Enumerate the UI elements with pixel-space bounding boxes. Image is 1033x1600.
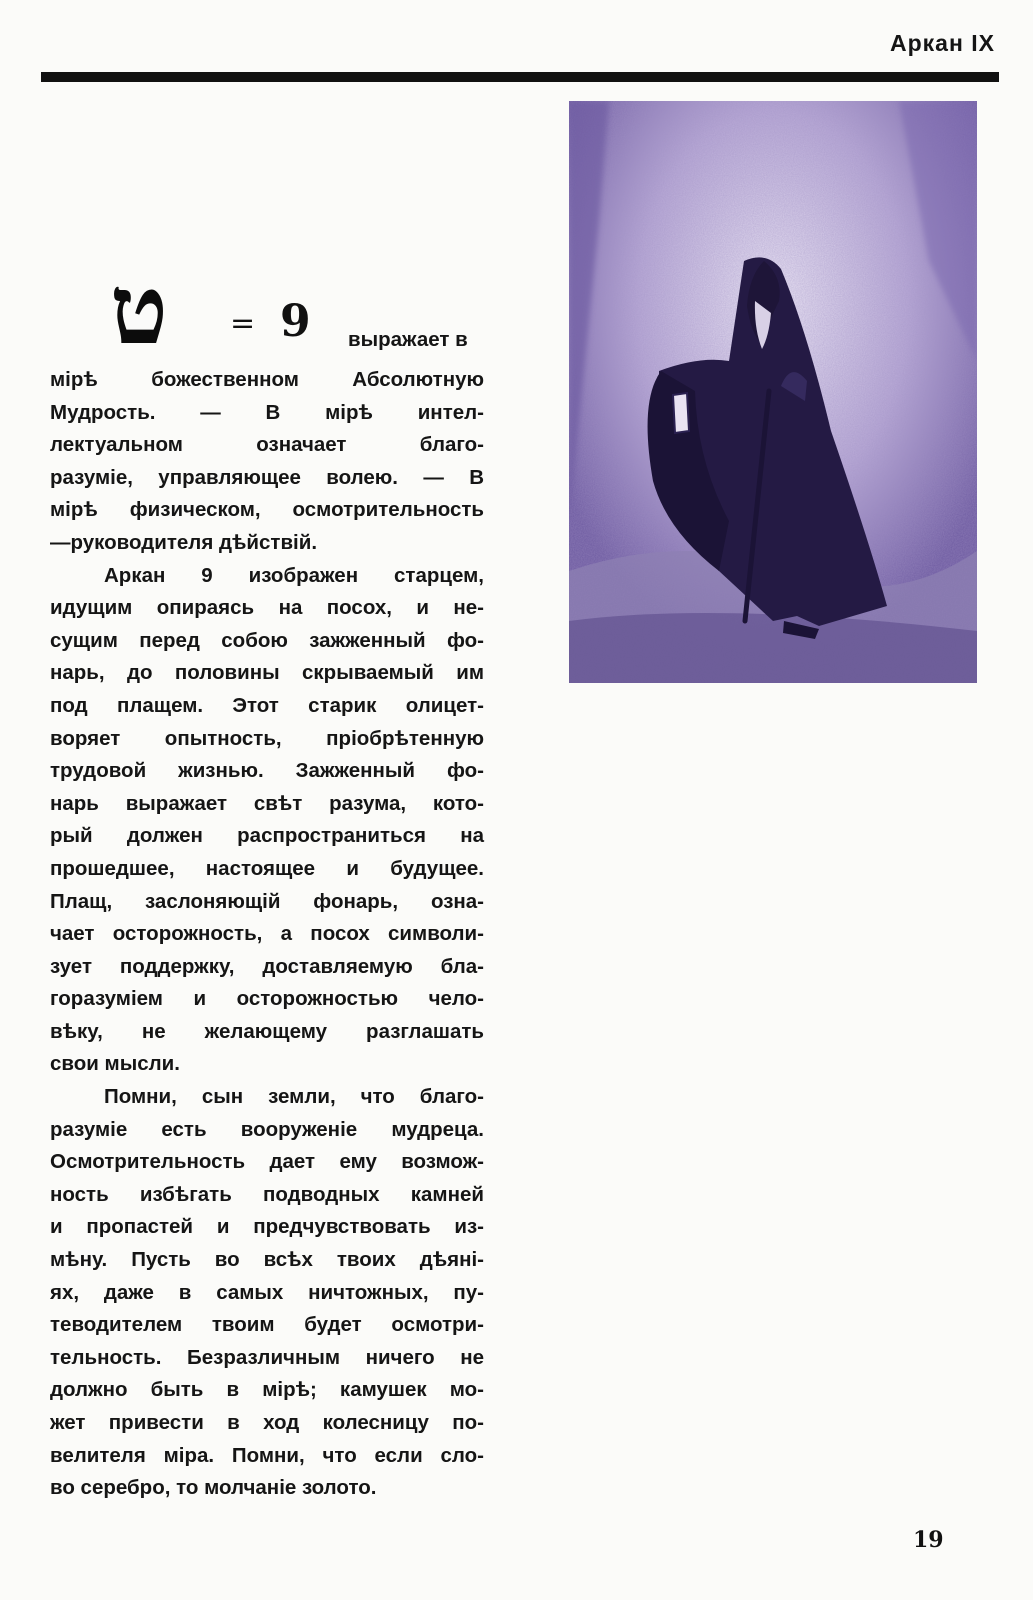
text-line: нарь, до половины скрываемый им (50, 661, 484, 685)
intro-tail-text: выражает в (348, 328, 468, 351)
body-text (50, 364, 484, 1505)
text-line: ях, даже в самых ничтожных, пу- (50, 1280, 484, 1304)
text-line: чает осторожность, а посох символи- (50, 922, 484, 946)
hebrew-letter-tet: ט (110, 253, 168, 366)
text-line: тельность. Безразличным ничего не (50, 1345, 484, 1369)
text-line: разуміе есть вооруженіе мудреца. (50, 1117, 484, 1141)
text-line: Плащ, заслоняющій фонарь, озна- (50, 889, 484, 913)
text-line: разуміе, управляющее волею. — В (50, 465, 484, 489)
header-rule (41, 72, 999, 82)
text-line: горазуміем и осторожностью чело- (50, 987, 484, 1011)
running-header-title: Аркан IX (890, 30, 995, 56)
text-line: мѣну. Пусть во всѣх твоих дѣяні- (50, 1248, 484, 1272)
text-line: должно быть в мірѣ; камушек мо- (50, 1378, 484, 1402)
text-line: вѣку, не желающему разглашать (50, 1019, 484, 1043)
text-line: нарь выражает свѣт разума, кото- (50, 791, 484, 815)
text-line: свои мысли. (50, 1052, 180, 1076)
text-line: сущим перед собою зажженный фо- (50, 628, 484, 652)
equals-sign: = (230, 306, 256, 341)
page-number: 19 (913, 1527, 944, 1553)
hermit-illustration (569, 101, 977, 683)
text-line: во серебро, то молчаніе золото. (50, 1476, 377, 1500)
text-line: прошедшее, настоящее и будущее. (50, 856, 484, 880)
text-line: под плащем. Этот старик олицет- (50, 693, 484, 717)
text-line: идущим опираясь на посох, и не- (50, 596, 484, 620)
text-line: трудовой жизнью. Зажженный фо- (50, 759, 484, 783)
hermit-figure-image (569, 101, 977, 683)
text-line: Помни, сын земли, что благо- (104, 1085, 484, 1109)
text-line: велителя міра. Помни, что если сло- (50, 1443, 484, 1467)
text-line: Осмотрительность дает ему возмож- (50, 1150, 484, 1174)
text-line: мірѣ физическом, осмотрительность (50, 498, 484, 522)
text-line: жет привести в ход колесницу по- (50, 1411, 484, 1434)
text-line: ность избѣгать подводных камней (50, 1182, 484, 1206)
text-line: Мудрость. — В мірѣ интел- (50, 400, 484, 424)
text-line: мірѣ божественном Абсолютную (50, 368, 484, 391)
opening-line (52, 253, 486, 366)
arcana-number: 9 (280, 296, 311, 347)
text-line: рый должен распространиться на (50, 824, 484, 848)
text-line: зует поддержку, доставляемую бла- (50, 954, 484, 978)
text-line: Аркан 9 изображен старцем, (104, 563, 484, 587)
text-line: и пропастей и предчувствовать из- (50, 1215, 484, 1239)
text-line: воряет опытность, пріобрѣтенную (50, 726, 484, 750)
text-line: лектуальном означает благо- (50, 433, 484, 457)
text-line: —руководителя дѣйствій. (50, 530, 318, 554)
text-line: теводителем твоим будет осмотри- (50, 1313, 484, 1337)
